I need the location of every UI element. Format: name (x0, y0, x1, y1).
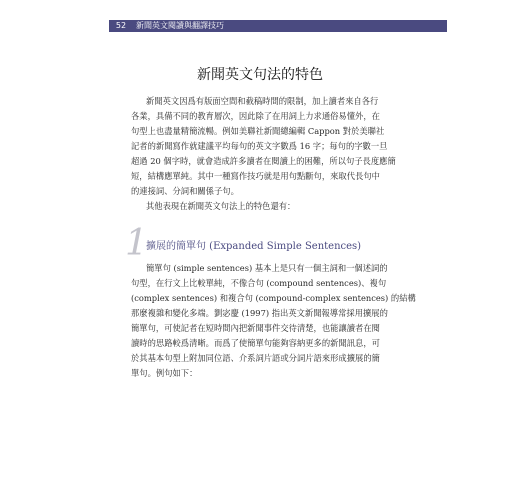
intro-line: 超過 20 個字時，就會造成許多讀者在閱讀上的困難，所以句子長度應簡 (131, 156, 396, 166)
intro-line: 句型上也盡量精簡流暢。例如美聯社新聞總編輯 Cappon 對於美聯社 (131, 126, 385, 136)
page-title: 新聞英文句法的特色 (197, 67, 323, 83)
section-line: 於其基本句型上附加同位語、介系詞片語或分詞片語來形成擴展的簡 (131, 353, 380, 363)
section-number: 1 (125, 223, 148, 264)
section-line: 單句。例句如下： (131, 368, 198, 378)
page-number: 52 (115, 21, 127, 30)
section-line: 簡單句，可使記者在短時間內把新聞事件交待清楚，也能讓讀者在閱 (131, 323, 380, 333)
section-line: 讀時的思路較爲清晰。而爲了使簡單句能夠容納更多的新聞訊息，可 (131, 338, 380, 348)
section-line: 句型，在行文上比較單純，不像合句 (compound sentences)、複句 (131, 278, 387, 288)
section-heading: 擴展的簡單句 (Expanded Simple Sentences) (146, 241, 362, 252)
running-title: 新聞英文閱讀與翻譯技巧 (136, 21, 224, 30)
section-line: 簡單句 (simple sentences) 基本上是只有一個主詞和一個述詞的 (146, 263, 388, 273)
section-line: 那麼複雜和變化多端。劉宓慶 (1997) 指出英文新聞報導常採用擴展的 (131, 308, 388, 318)
section-line: (complex sentences) 和複合句 (compound-complex sentences) 的結構 (131, 293, 416, 303)
intro-line: 的連接詞、分詞和關係子句。 (131, 186, 239, 196)
intro-line: 新聞英文因爲有版面空間和截稿時間的限制，加上讀者來自各行 (146, 96, 379, 106)
intro-line: 記者的新聞寫作就建議平均每句的英文字數爲 16 字；每句的字數一旦 (131, 141, 388, 151)
intro-line: 其他表現在新聞英文句法上的特色還有： (146, 201, 296, 211)
intro-line: 短，結構應單純。其中一種寫作技巧就是用句點斷句，來取代長句中 (131, 171, 380, 181)
intro-line: 各業，具備不同的教育層次，因此除了在用詞上力求通俗易懂外，在 (131, 111, 380, 121)
